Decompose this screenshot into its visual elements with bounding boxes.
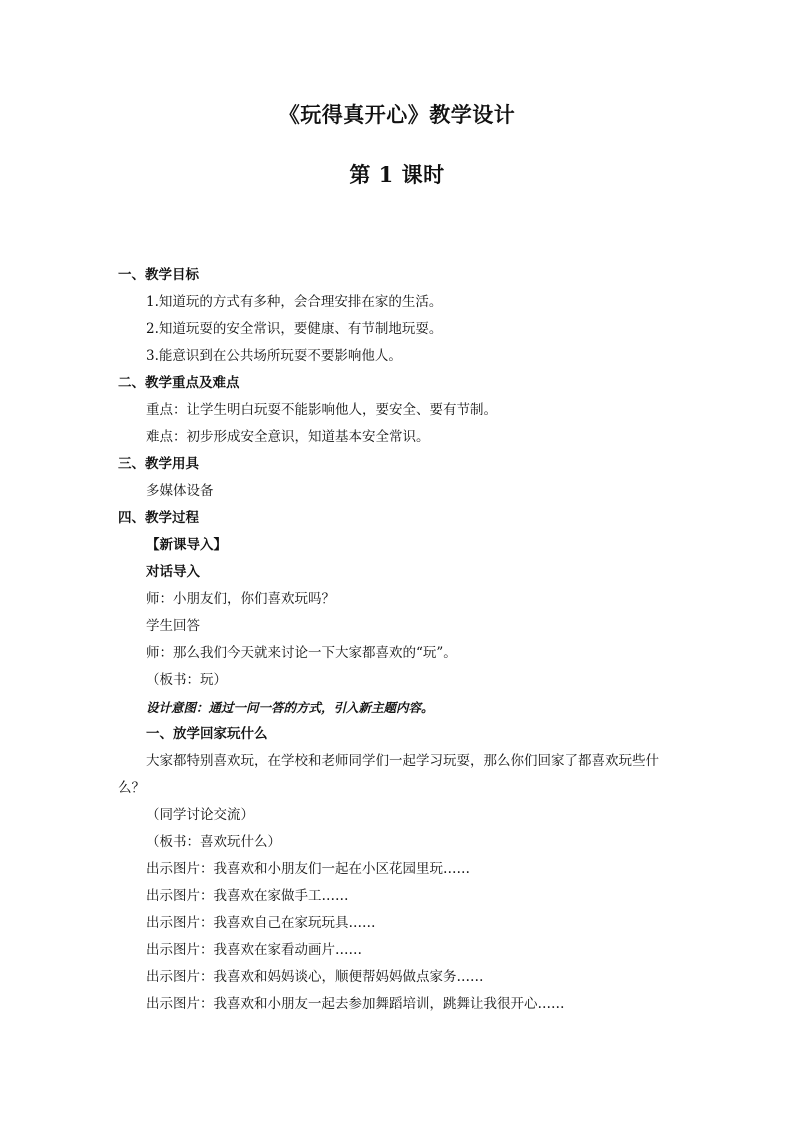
goal-item: 2.知道玩耍的安全常识，要健康、有节制地玩耍。 bbox=[146, 321, 443, 337]
section-heading-key-points: 二、教学重点及难点 bbox=[118, 375, 240, 391]
intro-line: 对话导入 bbox=[146, 564, 200, 580]
key-point-item: 难点：初步形成安全意识，知道基本安全常识。 bbox=[146, 429, 430, 445]
intro-line: 师：小朋友们，你们喜欢玩吗？ bbox=[146, 591, 335, 607]
section-heading-goals: 一、教学目标 bbox=[118, 267, 199, 283]
part1-line: 出示图片：我喜欢自己在家玩玩具…… bbox=[146, 915, 376, 931]
section-heading-process: 四、教学过程 bbox=[118, 510, 199, 526]
part1-line: 出示图片：我喜欢和妈妈谈心，顺便帮妈妈做点家务…… bbox=[146, 969, 484, 985]
part1-line: 出示图片：我喜欢和小朋友们一起在小区花园里玩…… bbox=[146, 861, 470, 877]
part1-heading: 一、放学回家玩什么 bbox=[146, 726, 268, 742]
part1-line: 出示图片：我喜欢和小朋友一起去参加舞蹈培训，跳舞让我很开心…… bbox=[146, 996, 565, 1012]
key-point-item: 重点：让学生明白玩耍不能影响他人，要安全、要有节制。 bbox=[146, 402, 497, 418]
intro-line: 师：那么我们今天就来讨论一下大家都喜欢的“玩”。 bbox=[146, 645, 457, 661]
part1-paragraph: 大家都特别喜欢玩，在学校和老师同学们一起学习玩耍，那么你们回家了都喜欢玩些什么？ bbox=[118, 753, 659, 796]
goal-item: 1.知道玩的方式有多种，会合理安排在家的生活。 bbox=[146, 294, 443, 310]
part1-line: （板书：喜欢玩什么） bbox=[146, 834, 281, 850]
part1-line: （同学讨论交流） bbox=[146, 807, 254, 823]
lesson-subtitle: 第 1 课时 bbox=[349, 162, 445, 187]
intro-line: （板书：玩） bbox=[146, 672, 227, 688]
intro-line: 学生回答 bbox=[146, 618, 200, 634]
document-body bbox=[118, 262, 678, 1018]
intro-label: 【新课导入】 bbox=[146, 537, 227, 553]
document-title: 《玩得真开心》教学设计 bbox=[278, 102, 516, 127]
part1-line: 出示图片：我喜欢在家做手工…… bbox=[146, 888, 349, 904]
section-heading-tools: 三、教学用具 bbox=[118, 456, 199, 472]
goal-item: 3.能意识到在公共场所玩耍不要影响他人。 bbox=[146, 348, 402, 364]
tool-item: 多媒体设备 bbox=[146, 483, 214, 499]
design-note: 设计意图：通过一问一答的方式，引入新主题内容。 bbox=[146, 700, 434, 715]
part1-line: 出示图片：我喜欢在家看动画片…… bbox=[146, 942, 362, 958]
